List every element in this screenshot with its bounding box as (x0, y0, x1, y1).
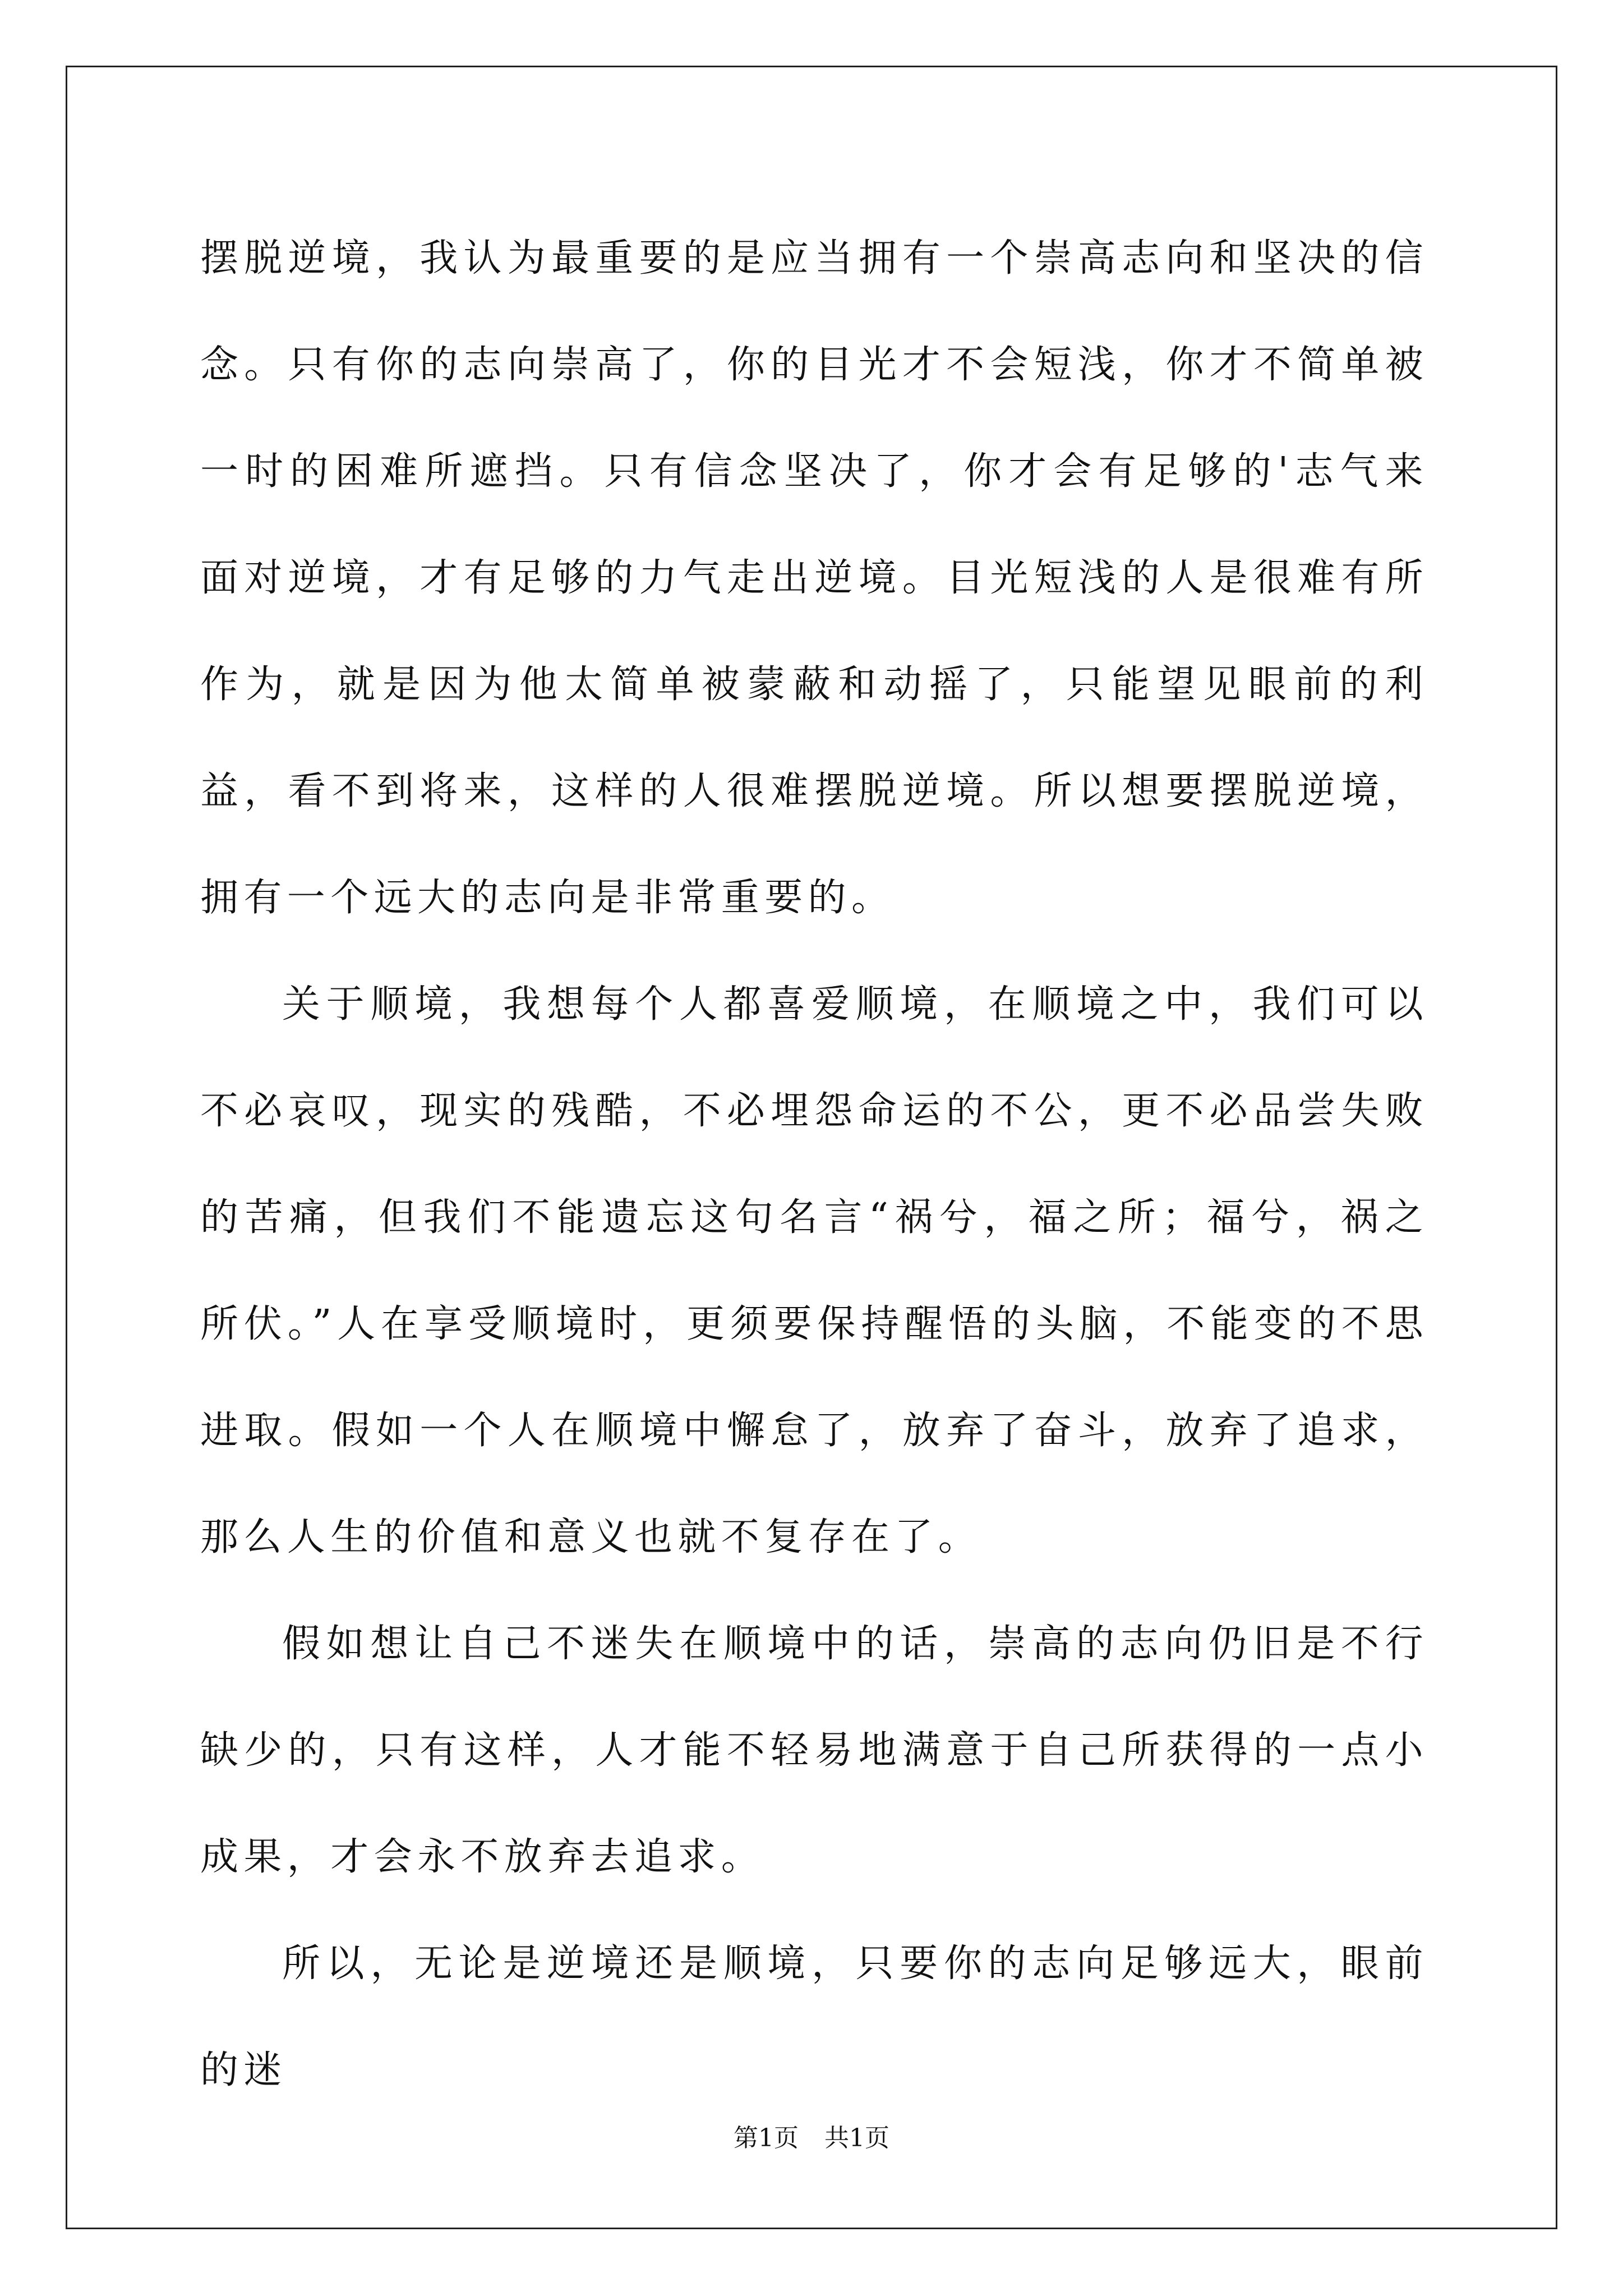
page-total: 共1页 (824, 2124, 889, 2152)
page-number: 第1页 (734, 2124, 799, 2152)
paragraph-4: 所以，无论是逆境还是顺境，只要你的志向足够远大，眼前的迷 (200, 1941, 1428, 2092)
page-footer (0, 2122, 1623, 2155)
document-body (200, 205, 1428, 2124)
paragraph-1: 摆脱逆境，我认为最重要的是应当拥有一个崇高志向和坚决的信念。只有你的志向崇高了，你的目光才不会短浅，你才不简单被一时的困难所遮挡。只有信念坚决了，你才会有足够的'志气来面对逆境，才有足够的力气走出逆境。目光短浅的人是很难有所作为，就是因为他太简单被蒙蔽和动摇了，只能望见眼前的利益，看不到将来，这样的人很难摆脱逆境。所以想要摆脱逆境，拥有一个远大的志向是非常重要的。 (200, 236, 1428, 920)
paragraph-3: 假如想让自己不迷失在顺境中的话，崇高的志向仍旧是不行缺少的，只有这样，人才能不轻易地满意于自己所获得的一点小成果，才会永不放弃去追求。 (200, 1622, 1428, 1879)
paragraph-2: 关于顺境，我想每个人都喜爱顺境，在顺境之中，我们可以不必哀叹，现实的残酷，不必埋怨命运的不公，更不必品尝失败的苦痛，但我们不能遗忘这句名言“祸兮，福之所；福兮，祸之所伏。”人在享受顺境时，更须要保持醒悟的头脑，不能变的不思进取。假如一个人在顺境中懈怠了，放弃了奋斗，放弃了追求，那么人生的价值和意义也就不复存在了。 (200, 982, 1428, 1559)
